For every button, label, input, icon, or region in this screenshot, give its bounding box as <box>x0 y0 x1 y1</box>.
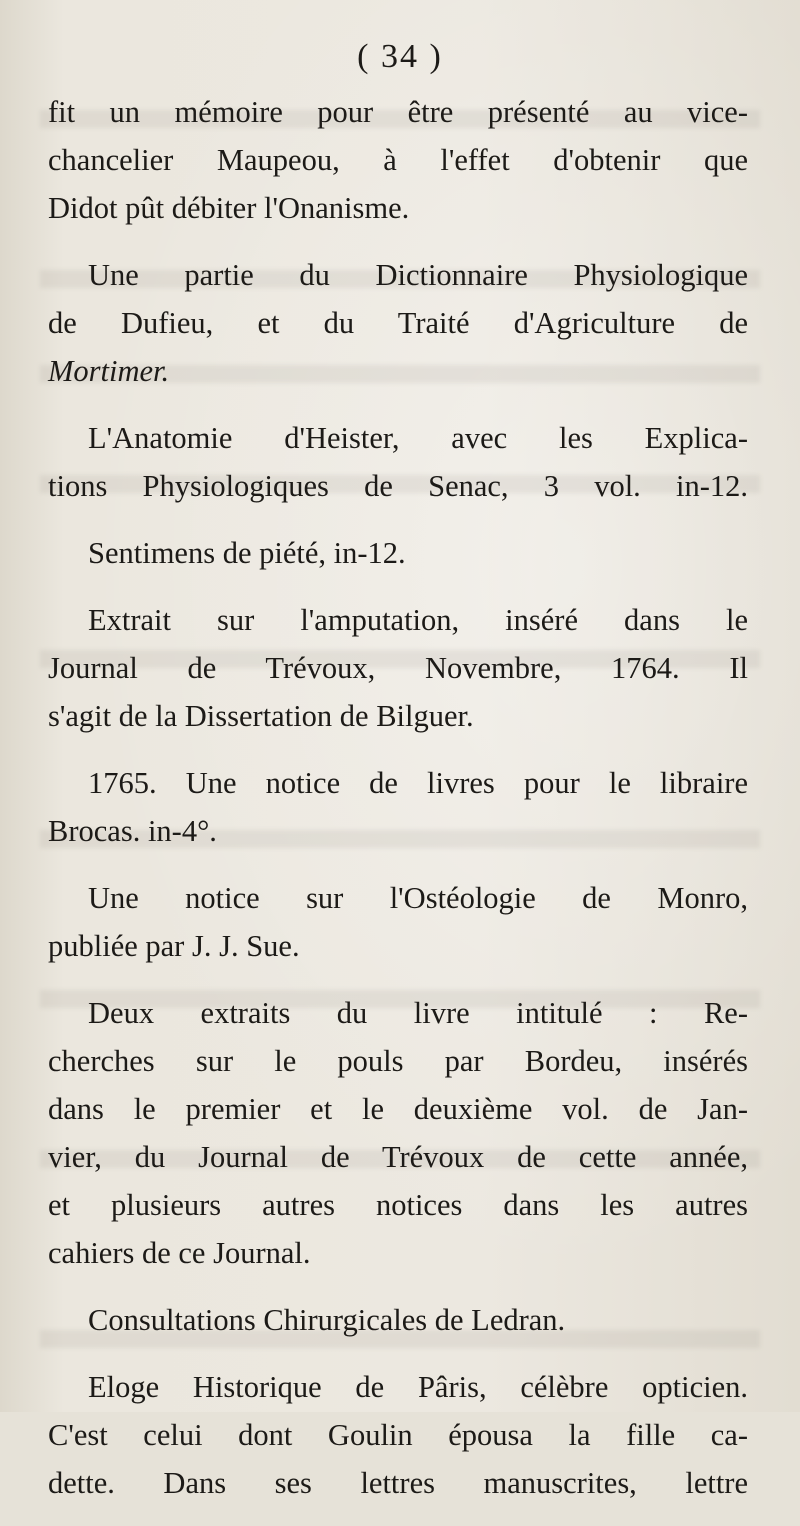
text-line: C'est celui dont Goulin épousa la fille ca- <box>48 1418 748 1452</box>
text-line: dans le premier et le deuxième vol. de Jan- <box>48 1092 748 1126</box>
text-line: vier, du Journal de Trévoux de cette année, <box>48 1140 748 1174</box>
paragraph <box>48 1296 748 1344</box>
page-number: ( 34 ) <box>357 38 443 75</box>
text-line: L'Anatomie d'Heister, avec les Explica- <box>88 421 748 455</box>
paragraph <box>48 874 748 970</box>
paragraph <box>48 414 748 510</box>
text-line: Eloge Historique de Pâris, célèbre opticien. <box>88 1370 748 1404</box>
paragraph <box>48 251 748 395</box>
text-line: cherches sur le pouls par Bordeu, insérés <box>48 1044 748 1078</box>
text-line: de Dufieu, et du Traité d'Agriculture de <box>48 306 748 340</box>
paragraph <box>48 989 748 1277</box>
paragraph <box>48 759 748 855</box>
text-line: Mortimer. <box>48 354 170 388</box>
paragraph <box>48 596 748 740</box>
text-line: Journal de Trévoux, Novembre, 1764. Il <box>48 651 748 685</box>
text-line: s'agit de la Dissertation de Bilguer. <box>48 699 474 733</box>
text-line: chancelier Maupeou, à l'effet d'obtenir que <box>48 143 748 177</box>
text-line: Une notice sur l'Ostéologie de Monro, <box>88 881 748 915</box>
text-line: Sentimens de piété, in-12. <box>88 536 406 570</box>
text-line: 1765. Une notice de livres pour le libraire <box>88 766 748 800</box>
text-line: et plusieurs autres notices dans les autres <box>48 1188 748 1222</box>
paragraph <box>48 529 748 577</box>
text-line: Deux extraits du livre intitulé : Re- <box>88 996 748 1030</box>
text-line: Une partie du Dictionnaire Physiologique <box>88 258 748 292</box>
text-line: Brocas. in-4°. <box>48 814 217 848</box>
text-line: Consultations Chirurgicales de Ledran. <box>88 1303 566 1337</box>
text-line: Didot pût débiter l'Onanisme. <box>48 191 410 225</box>
text-line: cahiers de ce Journal. <box>48 1236 311 1270</box>
text-line: publiée par J. J. Sue. <box>48 929 300 963</box>
body-text <box>48 88 748 1526</box>
paragraph <box>48 88 748 232</box>
text-line: fit un mémoire pour être présenté au vice- <box>48 95 748 129</box>
text-line: tions Physiologiques de Senac, 3 vol. in-12. <box>48 469 748 503</box>
text-line: Extrait sur l'amputation, inséré dans le <box>88 603 748 637</box>
paragraph <box>48 1363 748 1507</box>
text-line: dette. Dans ses lettres manuscrites, lettre <box>48 1466 748 1500</box>
